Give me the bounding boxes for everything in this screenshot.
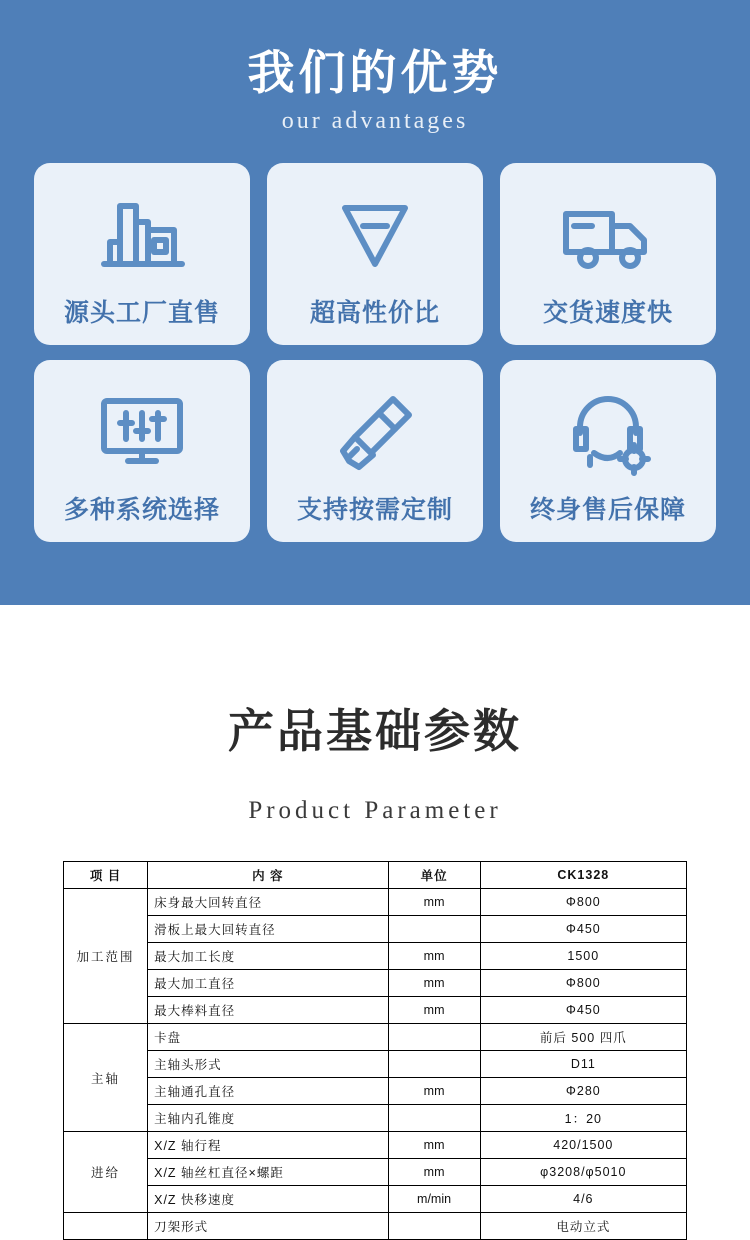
cell-value: 4/6 <box>480 1186 686 1213</box>
advantage-card-system[interactable] <box>34 360 250 542</box>
parameter-title: 产品基础参数 <box>228 705 522 758</box>
advantage-label: 交货速度快 <box>542 299 673 327</box>
cell-group: 加工范围 <box>64 889 148 1024</box>
advantages-title: 我们的优势 <box>247 46 503 99</box>
cell-item: 最大棒料直径 <box>148 997 388 1024</box>
cell-unit <box>388 1051 480 1078</box>
advantage-label: 源头工厂直售 <box>63 299 220 327</box>
table-row <box>64 1105 687 1132</box>
table-row <box>64 1051 687 1078</box>
advantage-card-custom[interactable] <box>267 360 483 542</box>
advantages-subtitle: our advantages <box>281 108 469 134</box>
cell-unit: mm <box>388 997 480 1024</box>
cell-group <box>64 1213 148 1240</box>
cell-unit <box>388 1105 480 1132</box>
cell-value: 前后 500 四爪 <box>480 1024 686 1051</box>
table-row <box>64 1186 687 1213</box>
truck-icon <box>554 181 662 287</box>
advantage-card-delivery[interactable] <box>500 163 716 345</box>
cell-unit: mm <box>388 943 480 970</box>
table-header-row <box>64 862 687 889</box>
advantages-grid <box>28 163 722 542</box>
header-unit: 单位 <box>388 862 480 889</box>
table-row <box>64 1132 687 1159</box>
header-model: CK1328 <box>480 862 686 889</box>
cell-value: Φ800 <box>480 970 686 997</box>
parameter-subtitle: Product Parameter <box>248 797 502 825</box>
cell-group: 主轴 <box>64 1024 148 1132</box>
table-row <box>64 1078 687 1105</box>
header-content: 内 容 <box>148 862 388 889</box>
cell-unit: mm <box>388 1132 480 1159</box>
cell-item: 刀架形式 <box>148 1213 388 1240</box>
table-row <box>64 916 687 943</box>
cell-item: 床身最大回转直径 <box>148 889 388 916</box>
product-parameter-section <box>0 605 750 1240</box>
cell-unit <box>388 1213 480 1240</box>
cell-unit: m/min <box>388 1186 480 1213</box>
cell-unit: mm <box>388 1078 480 1105</box>
factory-icon <box>90 181 194 287</box>
cell-item: 最大加工直径 <box>148 970 388 997</box>
monitor-icon <box>88 378 196 484</box>
parameter-table <box>63 861 687 1240</box>
cell-group: 进给 <box>64 1132 148 1213</box>
advantage-card-price[interactable] <box>267 163 483 345</box>
table-row <box>64 889 687 916</box>
table-row <box>64 1024 687 1051</box>
cell-value: 1500 <box>480 943 686 970</box>
parameter-table-body <box>64 889 687 1240</box>
advantage-label: 多种系统选择 <box>63 496 220 524</box>
header-project: 项 目 <box>64 862 148 889</box>
table-row <box>64 943 687 970</box>
cell-unit <box>388 1024 480 1051</box>
wrench-icon <box>321 378 429 484</box>
table-row <box>64 1159 687 1186</box>
cell-value: 电动立式 <box>480 1213 686 1240</box>
cell-value: 420/1500 <box>480 1132 686 1159</box>
advantage-label: 终身售后保障 <box>529 496 686 524</box>
cell-unit: mm <box>388 970 480 997</box>
cell-item: X/Z 快移速度 <box>148 1186 388 1213</box>
headset-icon <box>554 378 662 484</box>
cell-value: Φ450 <box>480 916 686 943</box>
cell-value: 1：20 <box>480 1105 686 1132</box>
cell-value: Φ800 <box>480 889 686 916</box>
advantage-label: 支持按需定制 <box>296 496 453 524</box>
cell-value: Φ280 <box>480 1078 686 1105</box>
cell-item: 主轴通孔直径 <box>148 1078 388 1105</box>
diamond-icon <box>323 181 427 287</box>
advantage-card-factory[interactable] <box>34 163 250 345</box>
cell-value: Φ450 <box>480 997 686 1024</box>
cell-item: 主轴头形式 <box>148 1051 388 1078</box>
table-row <box>64 970 687 997</box>
advantage-card-support[interactable] <box>500 360 716 542</box>
cell-unit: mm <box>388 1159 480 1186</box>
cell-item: X/Z 轴行程 <box>148 1132 388 1159</box>
table-row <box>64 1213 687 1240</box>
advantages-section <box>0 0 750 605</box>
cell-item: X/Z 轴丝杠直径×螺距 <box>148 1159 388 1186</box>
advantage-label: 超高性价比 <box>309 299 440 327</box>
cell-item: 滑板上最大回转直径 <box>148 916 388 943</box>
cell-item: 卡盘 <box>148 1024 388 1051</box>
cell-item: 主轴内孔锥度 <box>148 1105 388 1132</box>
cell-unit: mm <box>388 889 480 916</box>
cell-value: D11 <box>480 1051 686 1078</box>
cell-unit <box>388 916 480 943</box>
table-row <box>64 997 687 1024</box>
cell-item: 最大加工长度 <box>148 943 388 970</box>
cell-value: φ3208/φ5010 <box>480 1159 686 1186</box>
